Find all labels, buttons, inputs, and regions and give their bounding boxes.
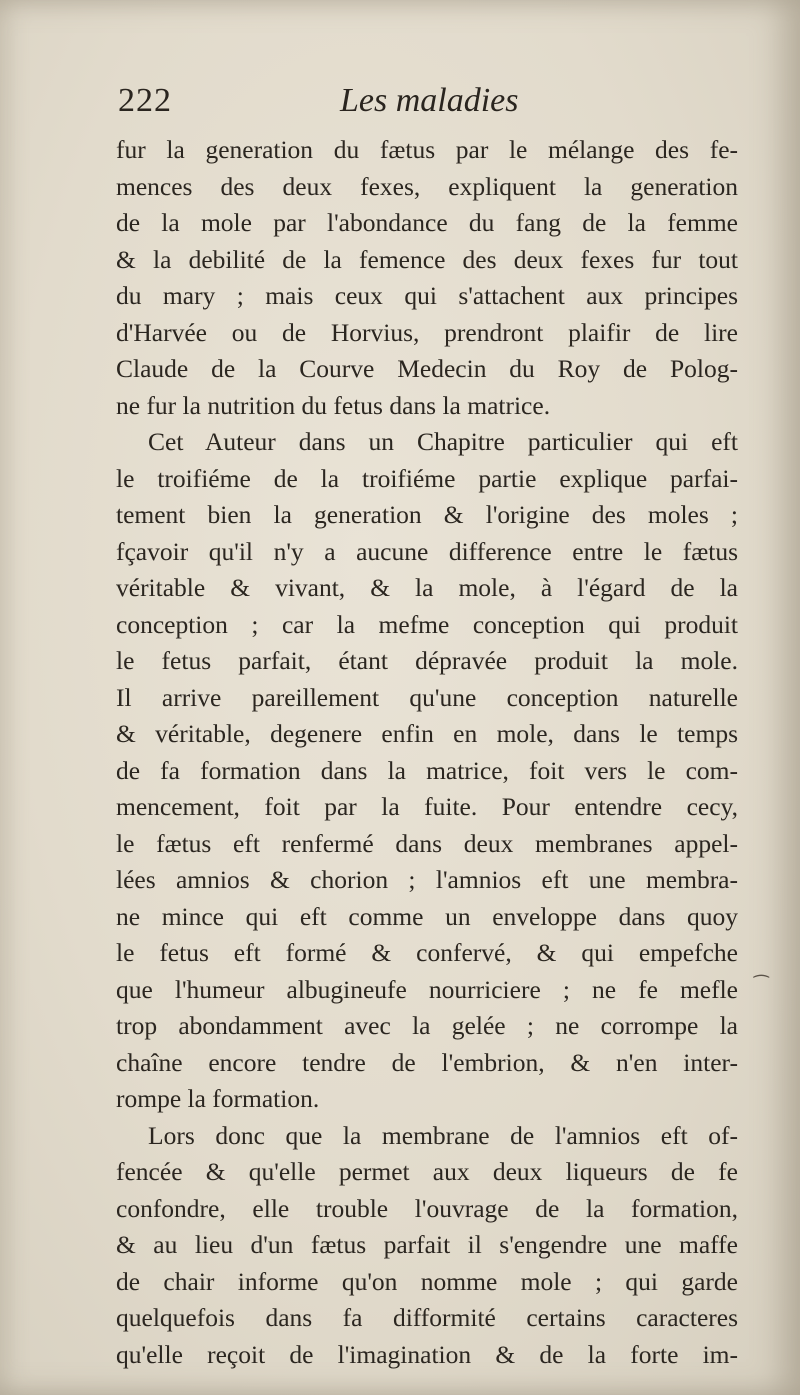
text-line: lées amnios & chorion ; l'amnios eft une membra- — [116, 865, 738, 894]
text-line: le fetus eft formé & confervé, & qui empefche — [116, 938, 738, 967]
text-line: de la mole par l'abondance du fang de la femme — [116, 208, 738, 237]
text-line: que l'humeur albugineufe nourriciere ; ne fe mefle — [116, 974, 738, 1004]
text-line: le fetus parfait, étant dépravée produit la mole. — [116, 646, 738, 675]
text-line: conception ; car la mefme conception qui produit — [116, 609, 738, 639]
text-line: véritable & vivant, & la mole, à l'égard de la — [116, 573, 738, 602]
text-line: de fa formation dans la matrice, foit vers le com- — [116, 755, 738, 785]
text-line: ne mince qui eft comme un enveloppe dans quoy — [116, 901, 738, 931]
text-line: le troifiéme de la troifiéme partie explique parfai- — [116, 463, 738, 493]
text-line: rompe la formation. — [116, 1084, 320, 1113]
text-line: & véritable, degenere enfin en mole, dans le temps — [116, 719, 738, 748]
text-line: du mary ; mais ceux qui s'attachent aux principes — [116, 281, 738, 310]
running-title: Les maladies — [340, 82, 519, 119]
text-line: Il arrive pareillement qu'une conception naturelle — [116, 682, 738, 712]
text-line: de chair informe qu'on nomme mole ; qui garde — [116, 1266, 738, 1296]
text-line: Claude de la Courve Medecin du Roy de Polog- — [116, 354, 738, 383]
text-line: confondre, elle trouble l'ouvrage de la formation, — [116, 1193, 738, 1223]
text-line: ne fur la nutrition du fetus dans la matrice. — [116, 390, 551, 420]
page-header — [118, 82, 718, 134]
page-number: 222 — [118, 82, 172, 119]
text-line: fur la generation du fætus par le mélange des fe- — [116, 135, 738, 164]
text-line: d'Harvée ou de Horvius, prendront plaifir de lire — [116, 317, 738, 347]
text-line: mences des deux fexes, expliquent la generation — [116, 171, 738, 201]
text-line: Lors donc que la membrane de l'amnios eft of- — [148, 1120, 738, 1150]
text-line: qu'elle reçoit de l'imagination & de la forte im- — [116, 1339, 738, 1369]
body-text — [116, 132, 738, 1373]
text-line: le fætus eft renfermé dans deux membranes appel- — [116, 828, 738, 858]
text-line: quelquefois dans fa difformité certains caracteres — [116, 1303, 738, 1332]
text-line: & la debilité de la femence des deux fexes fur tout — [116, 244, 738, 274]
text-line: chaîne encore tendre de l'embrion, & n'en inter- — [116, 1047, 738, 1077]
text-line: fencée & qu'elle permet aux deux liqueurs de fe — [116, 1157, 738, 1186]
text-line: fçavoir qu'il n'y a aucune difference entre le fætus — [116, 536, 738, 566]
text-line: Cet Auteur dans un Chapitre particulier qui eft — [148, 427, 738, 456]
text-line: mencement, foit par la fuite. Pour entendre cecy, — [116, 792, 738, 821]
text-line: tement bien la generation & l'origine des moles ; — [116, 500, 738, 529]
text-line: trop abondamment avec la gelée ; ne corrompe la — [116, 1011, 738, 1040]
page-edge-mark-icon: ⁀ — [754, 975, 769, 996]
text-line: & au lieu d'un fætus parfait il s'engendre une maffe — [116, 1230, 738, 1259]
